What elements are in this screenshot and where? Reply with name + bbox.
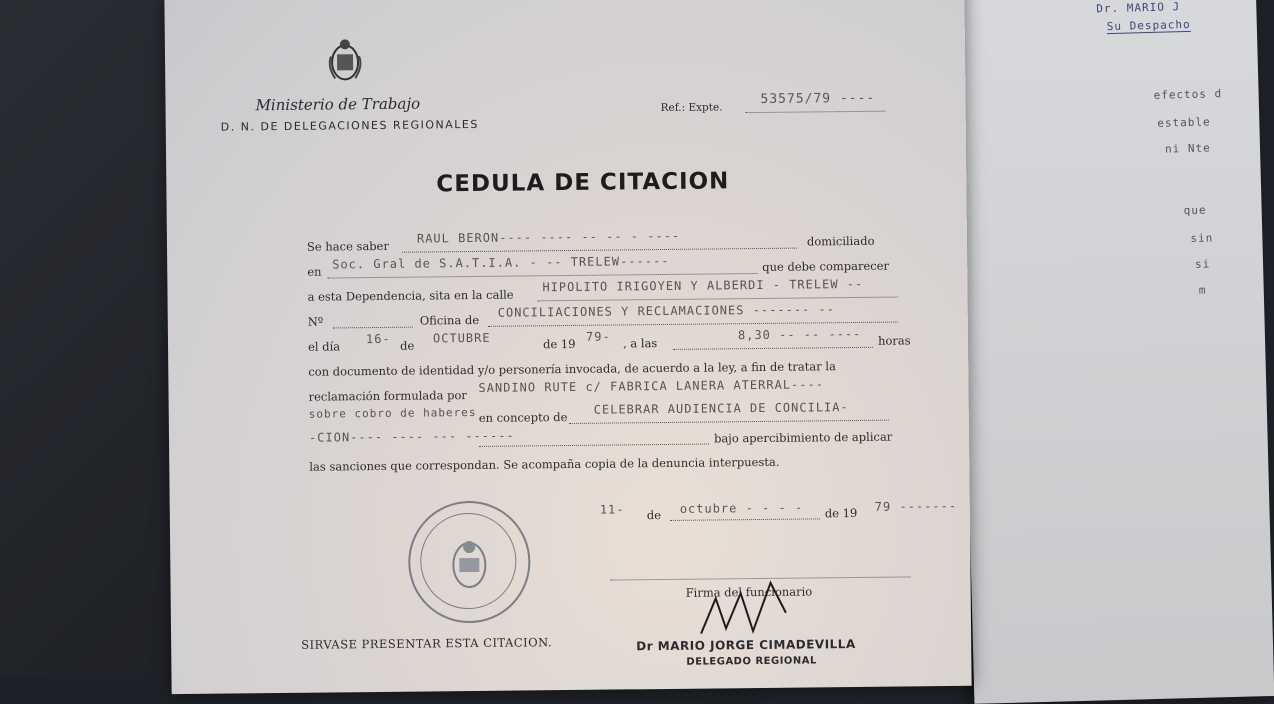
addressee-address: Soc. Gral de S.A.T.I.A. - -- TRELEW------ [332, 253, 670, 272]
dotted-line [402, 248, 797, 253]
second-document [956, 0, 1274, 704]
line-label: de 19 [824, 505, 858, 521]
dotted-line [488, 322, 898, 327]
line-label: a esta Dependencia, sita en la calle [307, 287, 514, 304]
appointment-day: 16- [365, 331, 391, 347]
second-doc-fragment: sin [1190, 231, 1214, 245]
second-doc-header-1: Dr. MARIO J [1096, 0, 1181, 16]
official-name: Dr MARIO JORGE CIMADEVILLA [636, 637, 856, 654]
line-label: de 19 [542, 336, 576, 352]
line-label: domiciliado [806, 233, 875, 249]
footer-instruction: SIRVASE PRESENTAR ESTA CITACION. [301, 635, 553, 652]
issue-month: octubre - - - - [679, 500, 804, 516]
office-name: CONCILIACIONES Y RECLAMACIONES ------- -- [497, 302, 835, 320]
line-label: en [307, 264, 322, 279]
addressee-name: RAUL BERON---- ---- -- -- - ---- [416, 228, 681, 246]
line-label: reclamación formulada por [308, 388, 467, 404]
ref-value: 53575/79 ---- [760, 90, 876, 107]
line-label: de [399, 338, 415, 353]
department-name: D. N. DE DELEGACIONES REGIONALES [220, 117, 479, 134]
official-seal [408, 500, 531, 623]
line-label: horas [877, 333, 911, 348]
dotted-line [333, 327, 413, 329]
dotted-line [673, 347, 873, 350]
line-label: de [646, 508, 662, 523]
second-doc-header-2: Su Despacho [1106, 17, 1191, 34]
claim-concept-cont: -CION---- ---- --- ------ [308, 428, 515, 445]
document-title: CEDULA DE CITACION [436, 168, 730, 198]
citation-document [164, 0, 971, 694]
line-label: en concepto de [478, 410, 568, 425]
dotted-line [569, 420, 889, 424]
issue-day: 11- [599, 502, 625, 517]
signature-label: Firma del funcionario [685, 584, 813, 600]
coat-of-arms-icon [325, 36, 366, 84]
dotted-line [670, 518, 820, 521]
claimant: SANDINO RUTE c/ FABRICA LANERA ATERRAL---- [478, 377, 824, 395]
seal-emblem-icon [410, 502, 529, 621]
claim-concept: CELEBRAR AUDIENCIA DE CONCILIA- [593, 400, 849, 417]
appointment-month: OCTUBRE [432, 330, 491, 346]
appointment-year: 79- [585, 329, 611, 344]
issue-year: 79 ------- [874, 498, 958, 514]
ministry-name: Ministerio de Trabajo [255, 94, 421, 115]
second-doc-fragment: ni Nte [1164, 141, 1211, 156]
line-label: que debe comparecer [762, 258, 890, 274]
second-doc-fragment: que [1183, 203, 1207, 218]
line-label: Oficina de [419, 312, 480, 328]
office-street: HIPOLITO IRIGOYEN Y ALBERDI - TRELEW -- [542, 276, 864, 295]
ref-dotted-line [746, 111, 886, 113]
official-role: DELEGADO REGIONAL [686, 655, 817, 668]
dotted-line [479, 444, 709, 447]
line-label: Nº [307, 314, 324, 329]
line-label: Se hace saber [306, 238, 390, 254]
ref-label: Ref.: Expte. [660, 101, 723, 115]
dotted-line [538, 297, 898, 302]
body-text: con documento de identidad y/o personería invocada, de acuerdo a la ley, a fin de tratar la [308, 359, 836, 379]
second-doc-fragment: si [1194, 257, 1211, 271]
second-doc-fragment: estable [1157, 115, 1211, 130]
second-doc-fragment: m [1198, 283, 1207, 297]
body-text: las sanciones que correspondan. Se acompaña copia de la denuncia interpuesta. [309, 454, 780, 474]
claim-subject: sobre cobro de haberes [308, 405, 477, 421]
line-label: bajo apercibimiento de aplicar [713, 429, 893, 446]
line-label: el día [307, 339, 341, 354]
appointment-time: 8,30 -- -- ---- [737, 326, 862, 343]
second-doc-fragment: efectos d [1153, 87, 1223, 102]
line-label: , a las [622, 336, 658, 351]
